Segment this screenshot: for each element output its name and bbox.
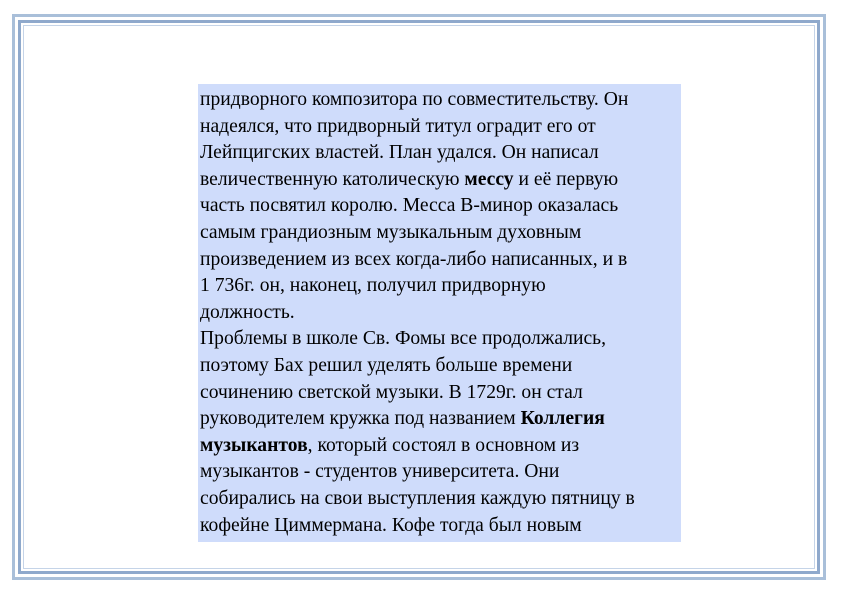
text-line: Лейпцигских властей. План удался. Он написал [200,142,599,164]
text-line: музыкантов - студентов университета. Они [200,461,560,483]
text-line: придворного композитора по совместительству. Он [200,89,629,110]
bold-term-messa: мессу [464,168,514,190]
text-line: должность. [200,301,295,323]
text-line: собирались на свои выступления каждую пятницу в [200,487,635,509]
text-block [198,84,681,542]
text-line: музыкантов, который состоял в основном из [200,434,580,456]
text-line: руководителем кружка под названием Коллегия [200,408,605,430]
text-line: часть посвятил королю. Месса B-минор оказалась [200,195,619,217]
text-line: сочинению светской музыки. В 1729г. он стал [200,381,583,403]
text-line: произведением из всех когда-либо написанных, и в [200,248,628,270]
text-line: 1 736г. он, наконец, получил придворную [200,275,546,297]
text-line: поэтому Бах решил уделять больше времени [200,354,573,376]
text-line: самым грандиозным музыкальным духовным [200,221,582,243]
text-line: кофейне Циммермана. Кофе тогда был новым [200,514,582,536]
bold-term-muzykantov: музыкантов [200,434,308,456]
text-line: Проблемы в школе Св. Фомы все продолжались, [200,328,606,350]
text-line: надеялся, что придворный титул оградит его от [200,115,596,137]
bold-term-kollegiya: Коллегия [520,408,605,430]
text-line: величественную католическую мессу и её первую [200,168,619,190]
